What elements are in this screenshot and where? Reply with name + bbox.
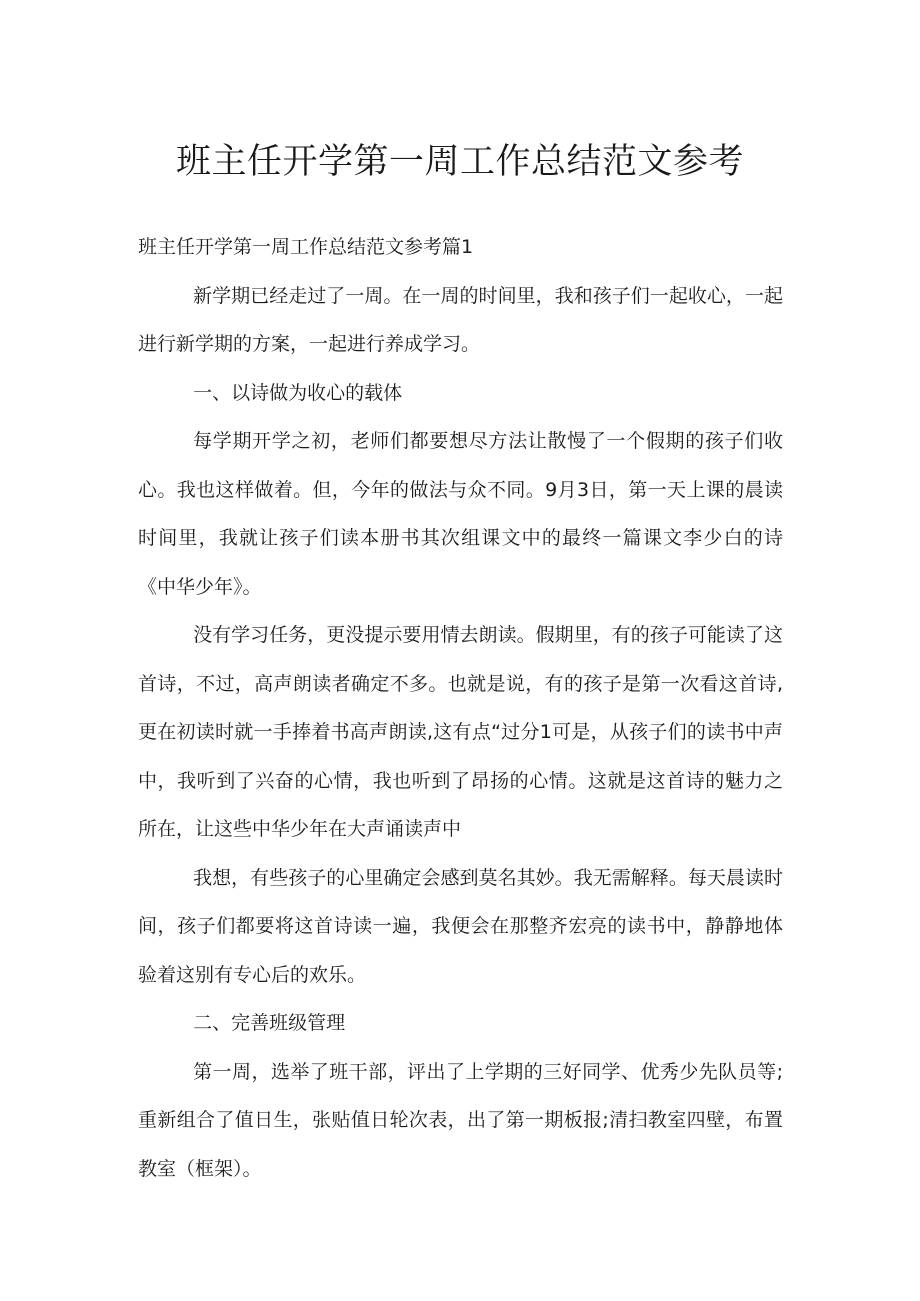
document-title: 班主任开学第一周工作总结范文参考 (175, 142, 744, 182)
paragraph-reading: 没有学习任务，更没提示要用情去朗读。假期里，有的孩子可能读了这首诗，不过，高声朗读者确定不多。也就是说，有的孩子是第一次看这首诗,更在初读时就一手捧着书高声朗读,这有点“过分1可是，从孩子们的读书中声中，我听到了兴奋的心情，我也听到了昂扬的心情。这就是这首诗的魅力之所在，让这些中华少年在大声诵读声中 (138, 624, 783, 840)
paragraph-class-management: 第一周，选举了班干部，评出了上学期的三好同学、优秀少先队员等;重新组合了值日生，张贴值日轮次表，出了第一期板报;清扫教室四壁，布置教室（框架）。 (138, 1060, 783, 1180)
paragraph-poem-start: 每学期开学之初，老师们都要想尽方法让散慢了一个假期的孩子们收心。我也这样做着。但，今年的做法与众不同。9月3日，第一天上课的晨读时间里，我就让孩子们读本册书其次组课文中的最终一篇课文李少白的诗《中华少年》。 (138, 430, 783, 598)
document-body (138, 223, 783, 1193)
paragraph-intro: 新学期已经走过了一周。在一周的时间里，我和孩子们一起收心，一起进行新学期的方案，一起进行养成学习。 (138, 284, 783, 355)
section-heading-1: 一、以诗做为收心的载体 (193, 381, 403, 404)
paragraph-daily-reading: 我想，有些孩子的心里确定会感到莫名其妙。我无需解释。每天晨读时间，孩子们都要将这首诗读一遍，我便会在那整齐宏亮的读书中，静静地体验着这别有专心后的欢乐。 (138, 866, 783, 986)
section-heading-2: 二、完善班级管理 (193, 1012, 346, 1034)
article-subtitle: 班主任开学第一周工作总结范文参考篇1 (138, 236, 474, 258)
